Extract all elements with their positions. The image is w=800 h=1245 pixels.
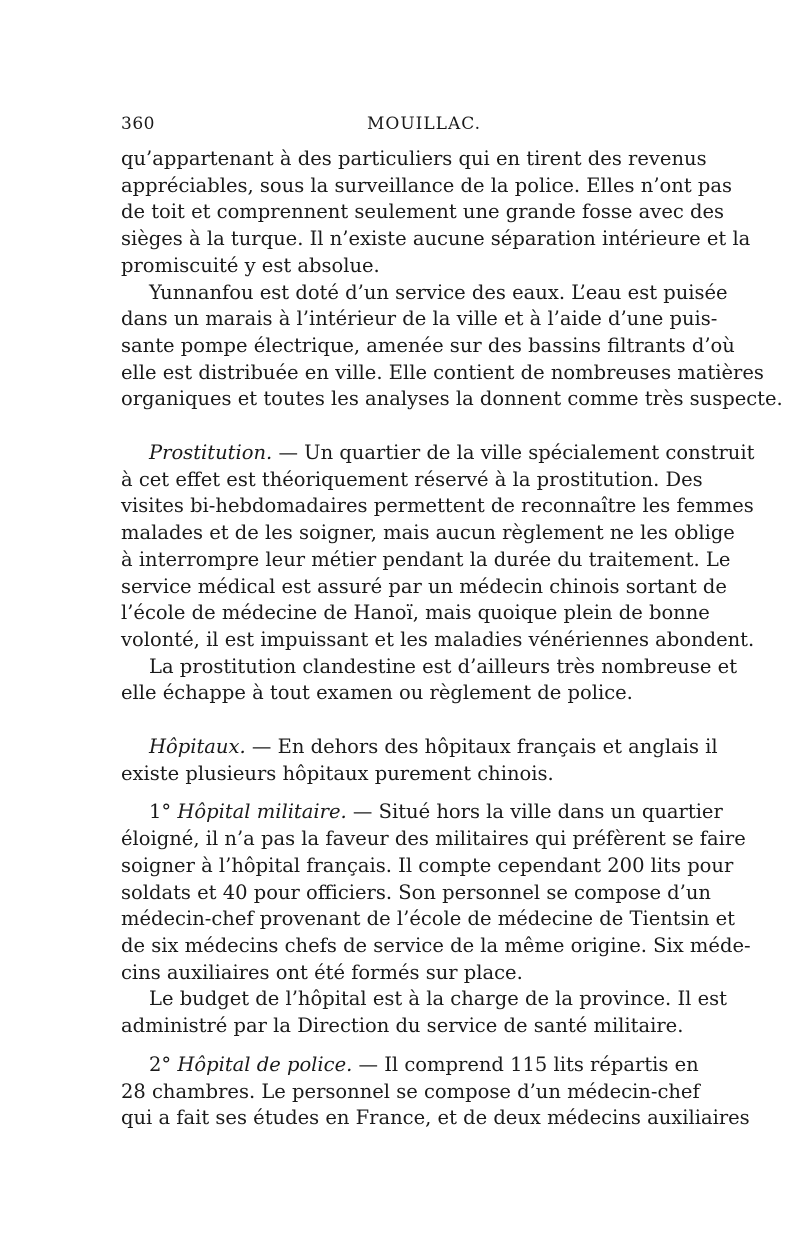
text-line: 28 chambres. Le personnel se compose d’un médecin-chef: [121, 1079, 700, 1103]
text-line: [121, 1052, 699, 1079]
paragraph-military-hospital: [121, 799, 751, 986]
section-heading-police-hospital: Hôpital de police.: [177, 1052, 353, 1076]
paragraph-police-hospital: [121, 1052, 750, 1132]
paragraph-hospitals: [121, 734, 718, 787]
text-line: éloigné, il n’a pas la faveur des militaires qui préfèrent se faire: [121, 827, 746, 851]
text-line: soigner à l’hôpital français. Il compte cependant 200 lits pour: [121, 853, 734, 877]
section-gap: [121, 1040, 681, 1052]
paragraph-water-service: [121, 280, 783, 414]
body-text: [121, 146, 783, 1132]
text-line: La prostitution clandestine est d’ailleurs très nombreuse et: [149, 654, 738, 678]
text-line: organiques et toutes les analyses la donnent comme très suspecte.: [121, 387, 783, 411]
text-line: visites bi-hebdomadaires permettent de reconnaître les femmes: [121, 494, 754, 518]
text-line: elle échappe à tout examen ou règlement de police.: [121, 681, 633, 705]
section-gap: [121, 707, 681, 734]
list-number: 1°: [149, 800, 172, 824]
text-line: promiscuité y est absolue.: [121, 253, 380, 277]
page-number: 360: [121, 114, 155, 134]
text-line: à interrompre leur métier pendant la durée du traitement. Le: [121, 547, 731, 571]
text-line: volonté, il est impuissant et les maladies vénériennes abondent.: [121, 627, 755, 651]
page-header: [121, 114, 681, 144]
paragraph-prostitution: [121, 440, 755, 654]
section-gap: [121, 787, 681, 799]
text-fragment: — Situé hors la ville dans un quartier: [352, 800, 723, 824]
text-line: de six médecins chefs de service de la même origine. Six méde-: [121, 933, 751, 957]
text-line: Yunnanfou est doté d’un service des eaux. L’eau est puisée: [149, 280, 728, 304]
section-gap: [121, 413, 681, 440]
text-line: [121, 734, 718, 761]
text-line: dans un marais à l’intérieur de la ville et à l’aide d’une puis-: [121, 307, 718, 331]
section-heading-hospitals: Hôpitaux.: [149, 735, 246, 759]
text-line: existe plusieurs hôpitaux purement chinois.: [121, 761, 554, 785]
text-line: elle est distribuée en ville. Elle contient de nombreuses matières: [121, 360, 764, 384]
text-line: médecin-chef provenant de l’école de médecine de Tientsin et: [121, 907, 736, 931]
text-line: cins auxiliaires ont été formés sur place.: [121, 960, 523, 984]
text-line: [121, 799, 723, 826]
text-line: à cet effet est théoriquement réservé à la prostitution. Des: [121, 467, 703, 491]
text-line: service médical est assuré par un médecin chinois sortant de: [121, 574, 727, 598]
text-fragment: — Il comprend 115 lits répartis en: [358, 1052, 699, 1076]
text-line: malades et de les soigner, mais aucun règlement ne les oblige: [121, 521, 735, 545]
text-line: soldats et 40 pour officiers. Son personnel se compose d’un: [121, 880, 711, 904]
text-line: Le budget de l’hôpital est à la charge de la province. Il est: [149, 987, 727, 1011]
text-line: de toit et comprennent seulement une grande fosse avec des: [121, 200, 725, 224]
section-heading-prostitution: Prostitution.: [149, 441, 273, 465]
list-number: 2°: [149, 1052, 172, 1076]
paragraph-budget: [121, 986, 727, 1039]
text-line: qu’appartenant à des particuliers qui en tirent des revenus: [121, 147, 707, 170]
section-heading-military-hospital: Hôpital militaire.: [177, 800, 347, 824]
running-head: MOUILLAC.: [367, 114, 482, 134]
paragraph-clandestine: [121, 654, 738, 707]
text-fragment: — En dehors des hôpitaux français et anglais il: [251, 735, 718, 759]
text-line: [121, 440, 755, 467]
text-line: qui a fait ses études en France, et de deux médecins auxiliaires: [121, 1106, 750, 1130]
paragraph-latrines: [121, 146, 751, 280]
text-fragment: — Un quartier de la ville spécialement construit: [278, 441, 755, 465]
text-line: administré par la Direction du service de santé militaire.: [121, 1014, 684, 1038]
text-line: appréciables, sous la surveillance de la police. Elles n’ont pas: [121, 173, 732, 197]
text-line: l’école de médecine de Hanoï, mais quoique plein de bonne: [121, 601, 710, 625]
text-line: sièges à la turque. Il n’existe aucune séparation intérieure et la: [121, 227, 751, 251]
text-line: sante pompe électrique, amenée sur des bassins filtrants d’où: [121, 333, 735, 357]
